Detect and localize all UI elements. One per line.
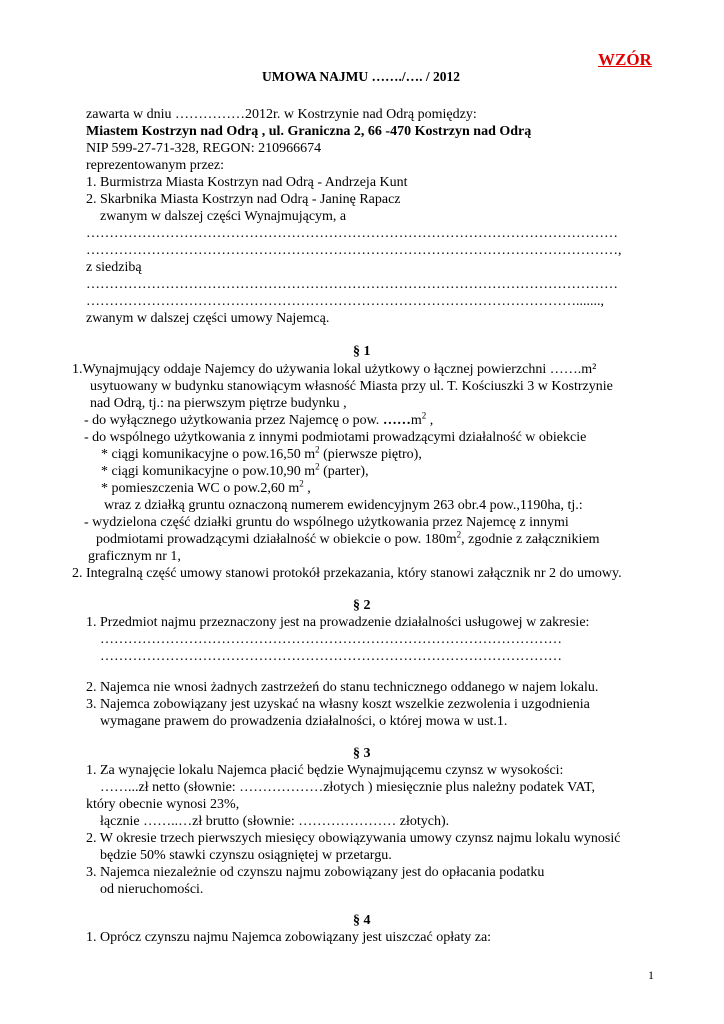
s2-line-4: 2. Najemca nie wnosi żadnych zastrzeżeń do stanu technicznego oddanego w najem lokalu. <box>86 680 599 695</box>
intro-party-name: Miastem Kostrzyn nad Odrą , ul. Graniczna 2, 66 -470 Kostrzyn nad Odrą <box>86 124 532 139</box>
s3-line-7: 3. Najemca niezależnie od czynszu najmu zobowiązany jest do opłacania podatku <box>86 865 545 880</box>
intro-nip: NIP 599-27-71-328, REGON: 210966674 <box>86 141 322 156</box>
s3-line-8: od nieruchomości. <box>100 882 204 897</box>
section-2-heading: § 2 <box>353 598 371 613</box>
section-4-heading: § 4 <box>353 913 371 928</box>
wzor-stamp: WZÓR <box>598 50 652 69</box>
intro-blank-3: …………………………………………………………………………………………………… <box>86 277 618 292</box>
document-title: UMOWA NAJMU ……./…. / 2012 <box>262 69 460 84</box>
page-number: 1 <box>648 968 654 982</box>
s3-line-5: 2. W okresie trzech pierwszych miesięcy obowiązywania umowy czynsz najmu lokalu wynosić <box>86 831 621 846</box>
s1-line-13: 2. Integralną część umowy stanowi protokół przekazania, który stanowi załącznik nr 2 do umowy. <box>72 566 622 581</box>
s3-line-1: 1. Za wynajęcie lokalu Najemca płacić będzie Wynajmującemu czynsz w wysokości: <box>86 763 564 778</box>
s1-line-2: usytuowany w budynku stanowiącym własność Miasta przy ul. T. Kościuszki 3 w Kostrzynie <box>90 379 613 394</box>
s1-line-9: wraz z działką gruntu oznaczoną numerem ewidencyjnym 263 obr.4 pow.,1190ha, tj.: <box>104 498 583 513</box>
intro-rep-2: 2. Skarbnika Miasta Kostrzyn nad Odrą - Janinę Rapacz <box>86 192 401 207</box>
s3-line-6: będzie 50% stawki czynszu osiągniętej w przetargu. <box>100 848 392 863</box>
s4-line-1: 1. Oprócz czynszu najmu Najemca zobowiązany jest uiszczać opłaty za: <box>86 930 492 945</box>
s1-line-4: - do wyłącznego użytkowania przez Najemcę o pow. $\dots\dots m^2$ , <box>84 410 434 428</box>
s2-line-1: 1. Przedmiot najmu przeznaczony jest na prowadzenie działalności usługowej w zakresie: <box>86 615 590 630</box>
s1-line-11: podmiotami prowadzącymi działalność w obiekcie o pow. $180m^2$, zgodnie z załącznikiem <box>96 529 600 547</box>
intro-blank-1: …………………………………………………………………………………………………… <box>86 226 618 241</box>
intro-line-1: zawarta w dniu ……………2012r. w Kostrzynie nad Odrą pomiędzy: <box>86 107 477 122</box>
intro-landlord: zwanym w dalszej części Wynajmującym, a <box>100 209 347 224</box>
s1-line-10: - wydzielona część działki gruntu do wspólnego użytkowania przez Najemcę z innymi <box>84 515 569 530</box>
s1-line-3: nad Odrą, tj.: na pierwszym piętrze budynku , <box>90 396 347 411</box>
s1-line-8: * pomieszczenia WC o pow.2,60 $m^2$ , <box>101 478 311 496</box>
intro-blank-4: ……………………………………………………………………………………………......., <box>86 294 604 309</box>
s1-line-12: graficznym nr 1, <box>88 549 181 564</box>
s3-line-2: ……...zł netto (słownie: ………………złotych ) miesięcznie plus należny podatek VAT, <box>100 780 595 795</box>
s3-line-3: który obecnie wynosi 23%, <box>86 797 240 812</box>
s1-line-7: * ciągi komunikacyjne o pow.10,90 $m^2$ (parter), <box>101 461 369 479</box>
s1-line-5: - do wspólnego użytkowania z innymi podmiotami prowadzącymi działalność w obiekcie <box>84 430 587 445</box>
intro-tenant: zwanym w dalszej części umowy Najemcą. <box>86 311 330 326</box>
s2-line-5: 3. Najemca zobowiązany jest uzyskać na własny koszt wszelkie zezwolenia i uzgodnienia <box>86 697 590 712</box>
s3-line-4: łącznie ……..…zł brutto (słownie: ………………… złotych). <box>100 814 450 829</box>
section-3-heading: § 3 <box>353 746 371 761</box>
intro-rep-1: 1. Burmistrza Miasta Kostrzyn nad Odrą - Andrzeja Kunt <box>86 175 408 190</box>
intro-blank-2: ……………………………………………………………………………………………………, <box>86 243 622 258</box>
s2-blank-2: ……………………………………………………………………………………… <box>100 649 562 664</box>
s1-line-6: * ciągi komunikacyjne o pow.16,50 $m^2$ (pierwsze piętro), <box>101 444 422 462</box>
s2-line-6: wymagane prawem do prowadzenia działalności, o której mowa w ust.1. <box>100 714 508 729</box>
intro-seat: z siedzibą <box>86 260 142 275</box>
section-1-heading: § 1 <box>353 344 371 359</box>
intro-represented: reprezentowanym przez: <box>86 158 224 173</box>
s1-line-1: 1.Wynajmujący oddaje Najemcy do używania lokal użytkowy o łącznej powierzchni …….m² <box>72 362 597 377</box>
s2-blank-1: ……………………………………………………………………………………… <box>100 632 562 647</box>
